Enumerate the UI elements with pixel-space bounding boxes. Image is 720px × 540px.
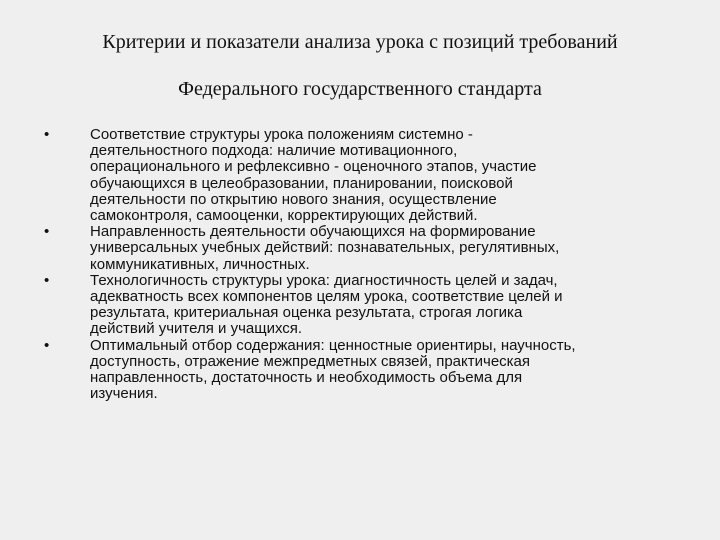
slide-title-line-1: Критерии и показатели анализа урока с позиций требований (102, 31, 618, 53)
bullet-text (90, 273, 690, 338)
bullet-line: операционального и рефлексивно - оценочного этапов, участие (90, 158, 537, 176)
bullet-line: деятельности по открытию нового знания, осуществление (90, 190, 497, 208)
bullet-line: Направленность деятельности обучающихся на формирование (90, 223, 536, 241)
bullet-line: самоконтроля, самооценки, корректирующих действий. (90, 207, 478, 225)
bullet-item (0, 224, 720, 273)
bullet-line: действий учителя и учащихся. (90, 320, 303, 338)
bullet-line: универсальных учебных действий: познавательных, регулятивных, (90, 239, 560, 257)
bullet-text (90, 127, 690, 224)
bullet-marker: • (44, 336, 50, 354)
bullet-line: Соответствие структуры урока положениям системно - (90, 126, 473, 143)
bullet-item (0, 273, 720, 338)
bullet-item (0, 338, 720, 403)
bullet-line: результата, критериальная оценка результата, строгая логика (90, 304, 523, 322)
bullet-line: коммуникативных, личностных. (90, 255, 310, 273)
bullet-marker: • (44, 271, 50, 289)
bullet-line: Технологичность структуры урока: диагностичность целей и задач, (90, 271, 558, 289)
bullet-marker: • (44, 223, 50, 241)
bullet-line: Оптимальный отбор содержания: ценностные ориентиры, научность, (90, 336, 576, 354)
bullet-item (0, 127, 720, 224)
bullet-line: доступность, отражение межпредметных связей, практическая (90, 352, 531, 370)
bullet-line: изучения. (90, 385, 158, 403)
bullet-marker: • (44, 126, 50, 143)
bullet-list (0, 127, 720, 402)
bullet-line: обучающихся в целеобразовании, планировании, поисковой (90, 174, 513, 192)
bullet-line: деятельностного подхода: наличие мотивационного, (90, 142, 458, 160)
bullet-text (90, 224, 690, 273)
bullet-line: направленность, достаточность и необходимость объема для (90, 369, 523, 387)
slide-title-line-2: Федерального государственного стандарта (178, 78, 542, 100)
bullet-line: адекватность всех компонентов целям урока, соответствие целей и (90, 288, 563, 306)
bullet-text (90, 338, 690, 403)
